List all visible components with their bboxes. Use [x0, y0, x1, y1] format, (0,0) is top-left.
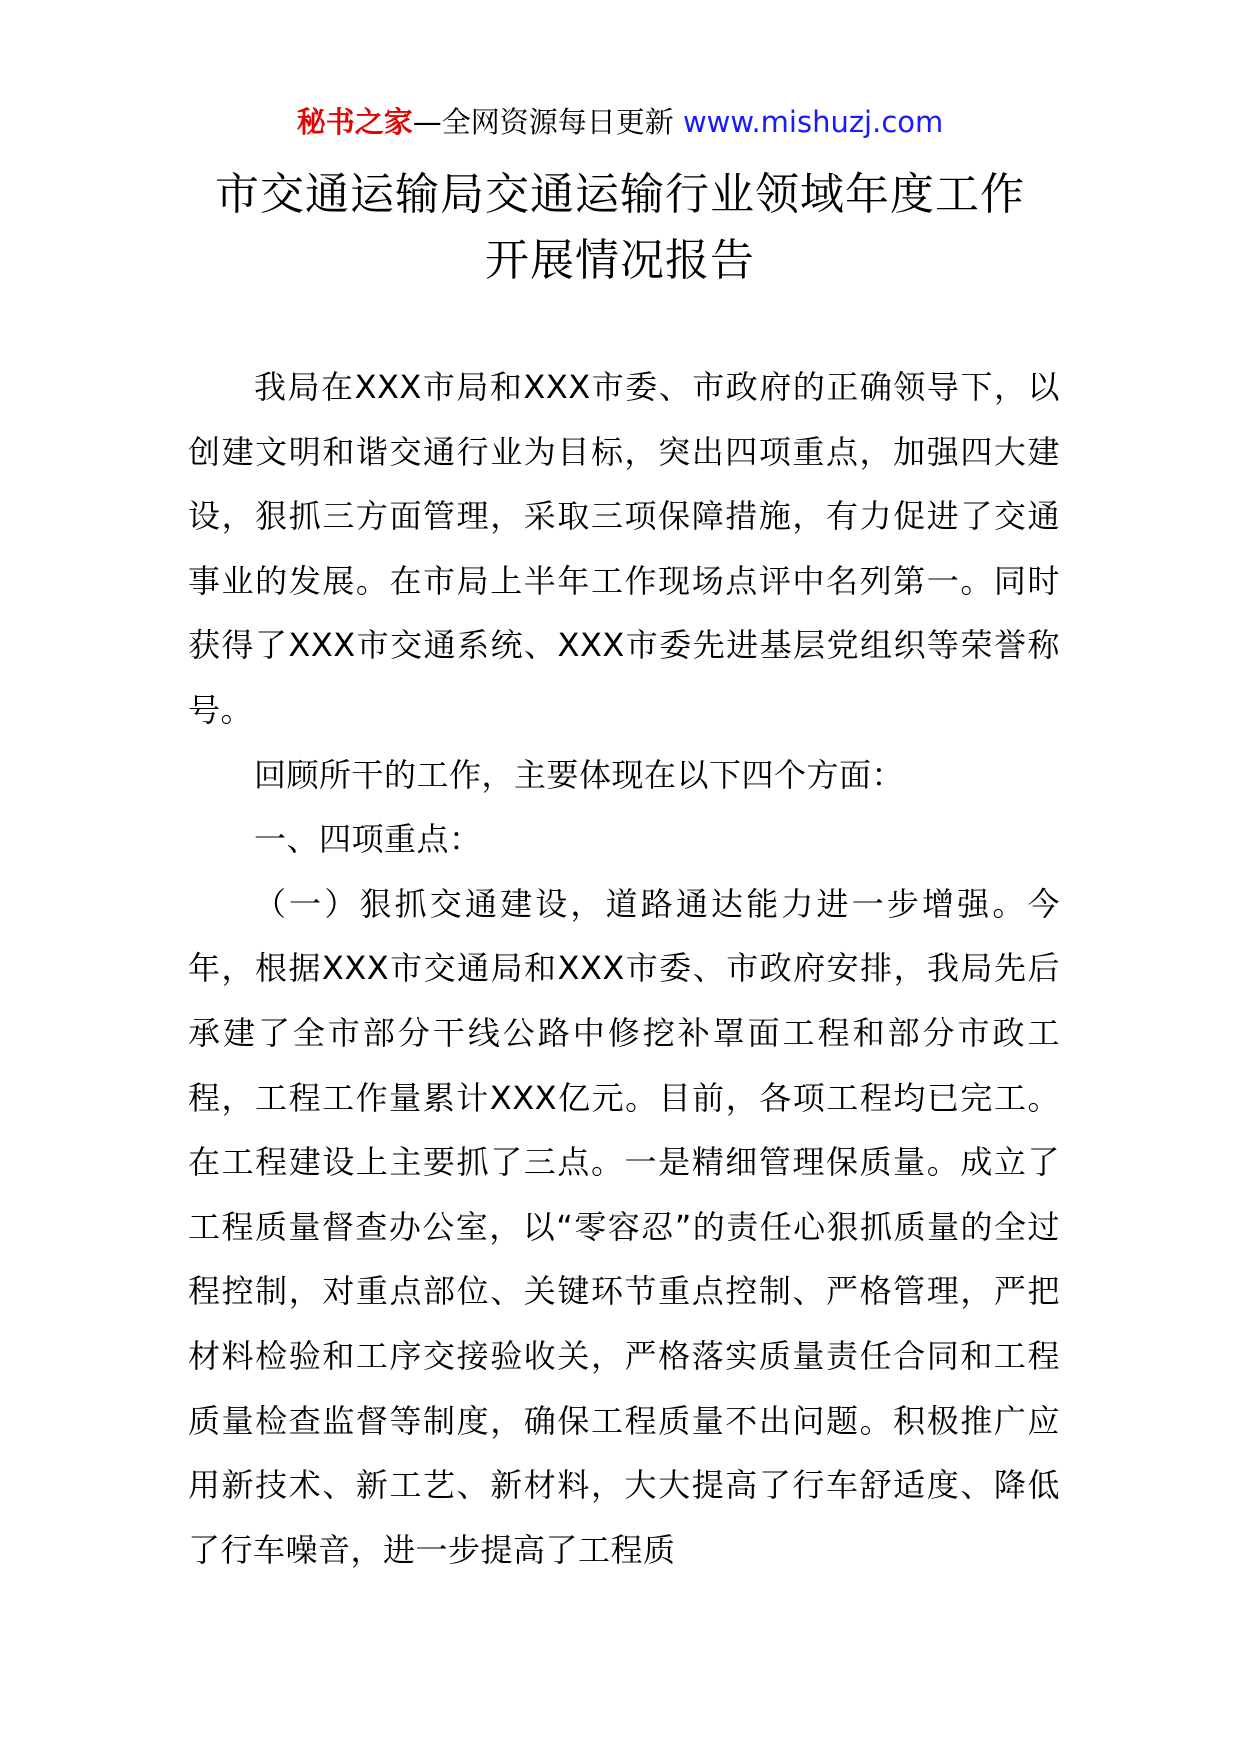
title-line-1: 市交通运输局交通运输行业领域年度工作 [215, 169, 1025, 220]
site-header [0, 100, 1240, 144]
site-url[interactable]: www.mishuzj.com [682, 105, 944, 139]
paragraph-construction: （一）狠抓交通建设，道路通达能力进一步增强。今年，根据XXX市交通局和XXX市委、市政府安排，我局先后承建了全市部分干线公路中修挖补罩面工程和部分市政工程，工程工作量累计XXX亿元。目前，各项工程均已完工。在工程建设上主要抓了三点。一是精细管理保质量。成立了工程质量督查办公室，以“零容忍”的责任心狠抓质量的全过程控制，对重点部位、关键环节重点控制、严格管理，严把材料检验和工序交接验收关，严格落实质量责任合同和工程质量检查监督等制度，确保工程质量不出问题。积极推广应用新技术、新工艺、新材料，大大提高了行车舒适度、降低了行车噪音，进一步提高了工程质 [188, 884, 1060, 1569]
document-body [188, 355, 1060, 1582]
section-heading-1: 一、四项重点： [254, 820, 482, 859]
paragraph-intro: 我局在XXX市局和XXX市委、市政府的正确领导下，以创建文明和谐交通行业为目标，突出四项重点，加强四大建设，狠抓三方面管理，采取三项保障措施，有力促进了交通事业的发展。在市局上半年工作现场点评中名列第一。同时获得了XXX市交通系统、XXX市委先进基层党组织等荣誉称号。 [188, 368, 1060, 729]
brand-name: 秘书之家 [296, 105, 413, 139]
document-title [120, 162, 1120, 294]
brand-slogan: —全网资源每日更新 [412, 105, 674, 139]
paragraph-review: 回顾所干的工作，主要体现在以下四个方面： [254, 755, 905, 794]
title-line-2: 开展情况报告 [485, 235, 755, 286]
